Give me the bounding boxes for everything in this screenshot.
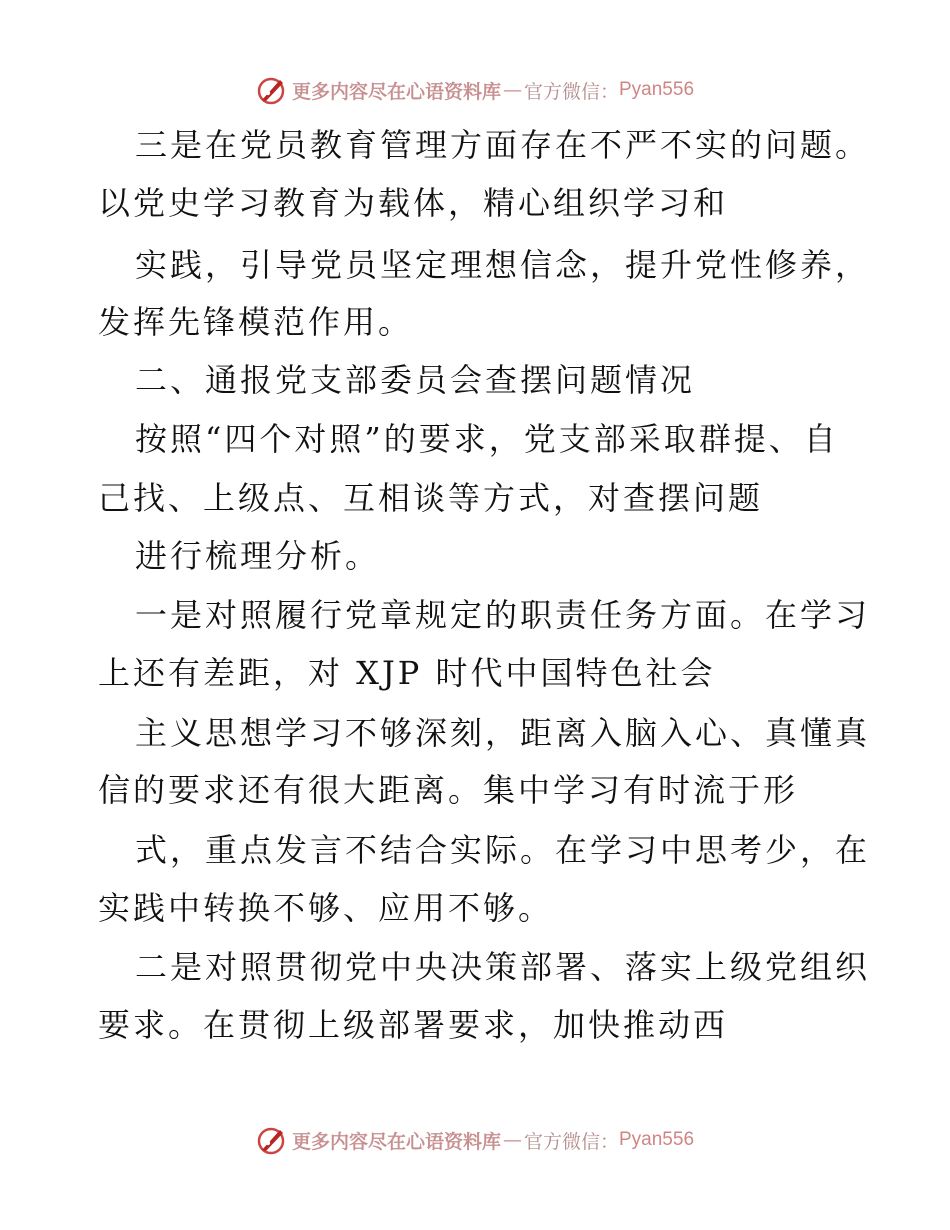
body-line: 主义思想学习不够深刻，距离入脑入心、真懂真 bbox=[135, 714, 871, 752]
body-line: 进行梳理分析。 bbox=[135, 537, 381, 575]
body-line: 一是对照履行党章规定的职责任务方面。在学习 bbox=[135, 596, 871, 634]
quill-logo-icon bbox=[256, 74, 288, 106]
watermark-separator: — bbox=[502, 1129, 522, 1151]
watermark-official: 官方微信： bbox=[523, 1130, 619, 1153]
watermark-id: Pyan556 bbox=[619, 79, 695, 100]
body-line: 要求。在贯彻上级部署要求，加快推动西 bbox=[98, 1006, 729, 1044]
watermark-official: 官方微信： bbox=[523, 80, 619, 103]
watermark-text: 更多内容尽在心语资料库 bbox=[291, 1130, 501, 1153]
body-line: 三是在党员教育管理方面存在不严不实的问题。 bbox=[135, 126, 871, 164]
footer-watermark bbox=[0, 1120, 950, 1160]
section-heading: 二、通报党支部委员会查摆问题情况 bbox=[135, 361, 696, 399]
body-line: 二是对照贯彻党中央决策部署、落实上级党组织 bbox=[135, 948, 871, 986]
body-line: 实践，引导党员坚定理想信念，提升党性修养， bbox=[135, 246, 871, 284]
body-line: 实践中转换不够、应用不够。 bbox=[98, 889, 554, 927]
body-line: 上还有差距，对 XJP 时代中国特色社会 bbox=[98, 654, 716, 692]
watermark-id: Pyan556 bbox=[619, 1129, 695, 1150]
watermark-text: 更多内容尽在心语资料库 bbox=[291, 80, 501, 103]
body-line: 式，重点发言不结合实际。在学习中思考少，在 bbox=[135, 831, 871, 869]
quill-logo-icon bbox=[256, 1124, 288, 1156]
body-line: 以党史学习教育为载体，精心组织学习和 bbox=[98, 184, 729, 222]
body-line: 发挥先锋模范作用。 bbox=[98, 303, 414, 341]
body-line: 己找、上级点、互相谈等方式，对查摆问题 bbox=[98, 479, 764, 517]
header-watermark bbox=[0, 70, 950, 110]
body-line: 按照“四个对照”的要求，党支部采取群提、自 bbox=[135, 420, 839, 458]
body-line: 信的要求还有很大距离。集中学习有时流于形 bbox=[98, 771, 799, 809]
watermark-separator: — bbox=[502, 79, 522, 101]
